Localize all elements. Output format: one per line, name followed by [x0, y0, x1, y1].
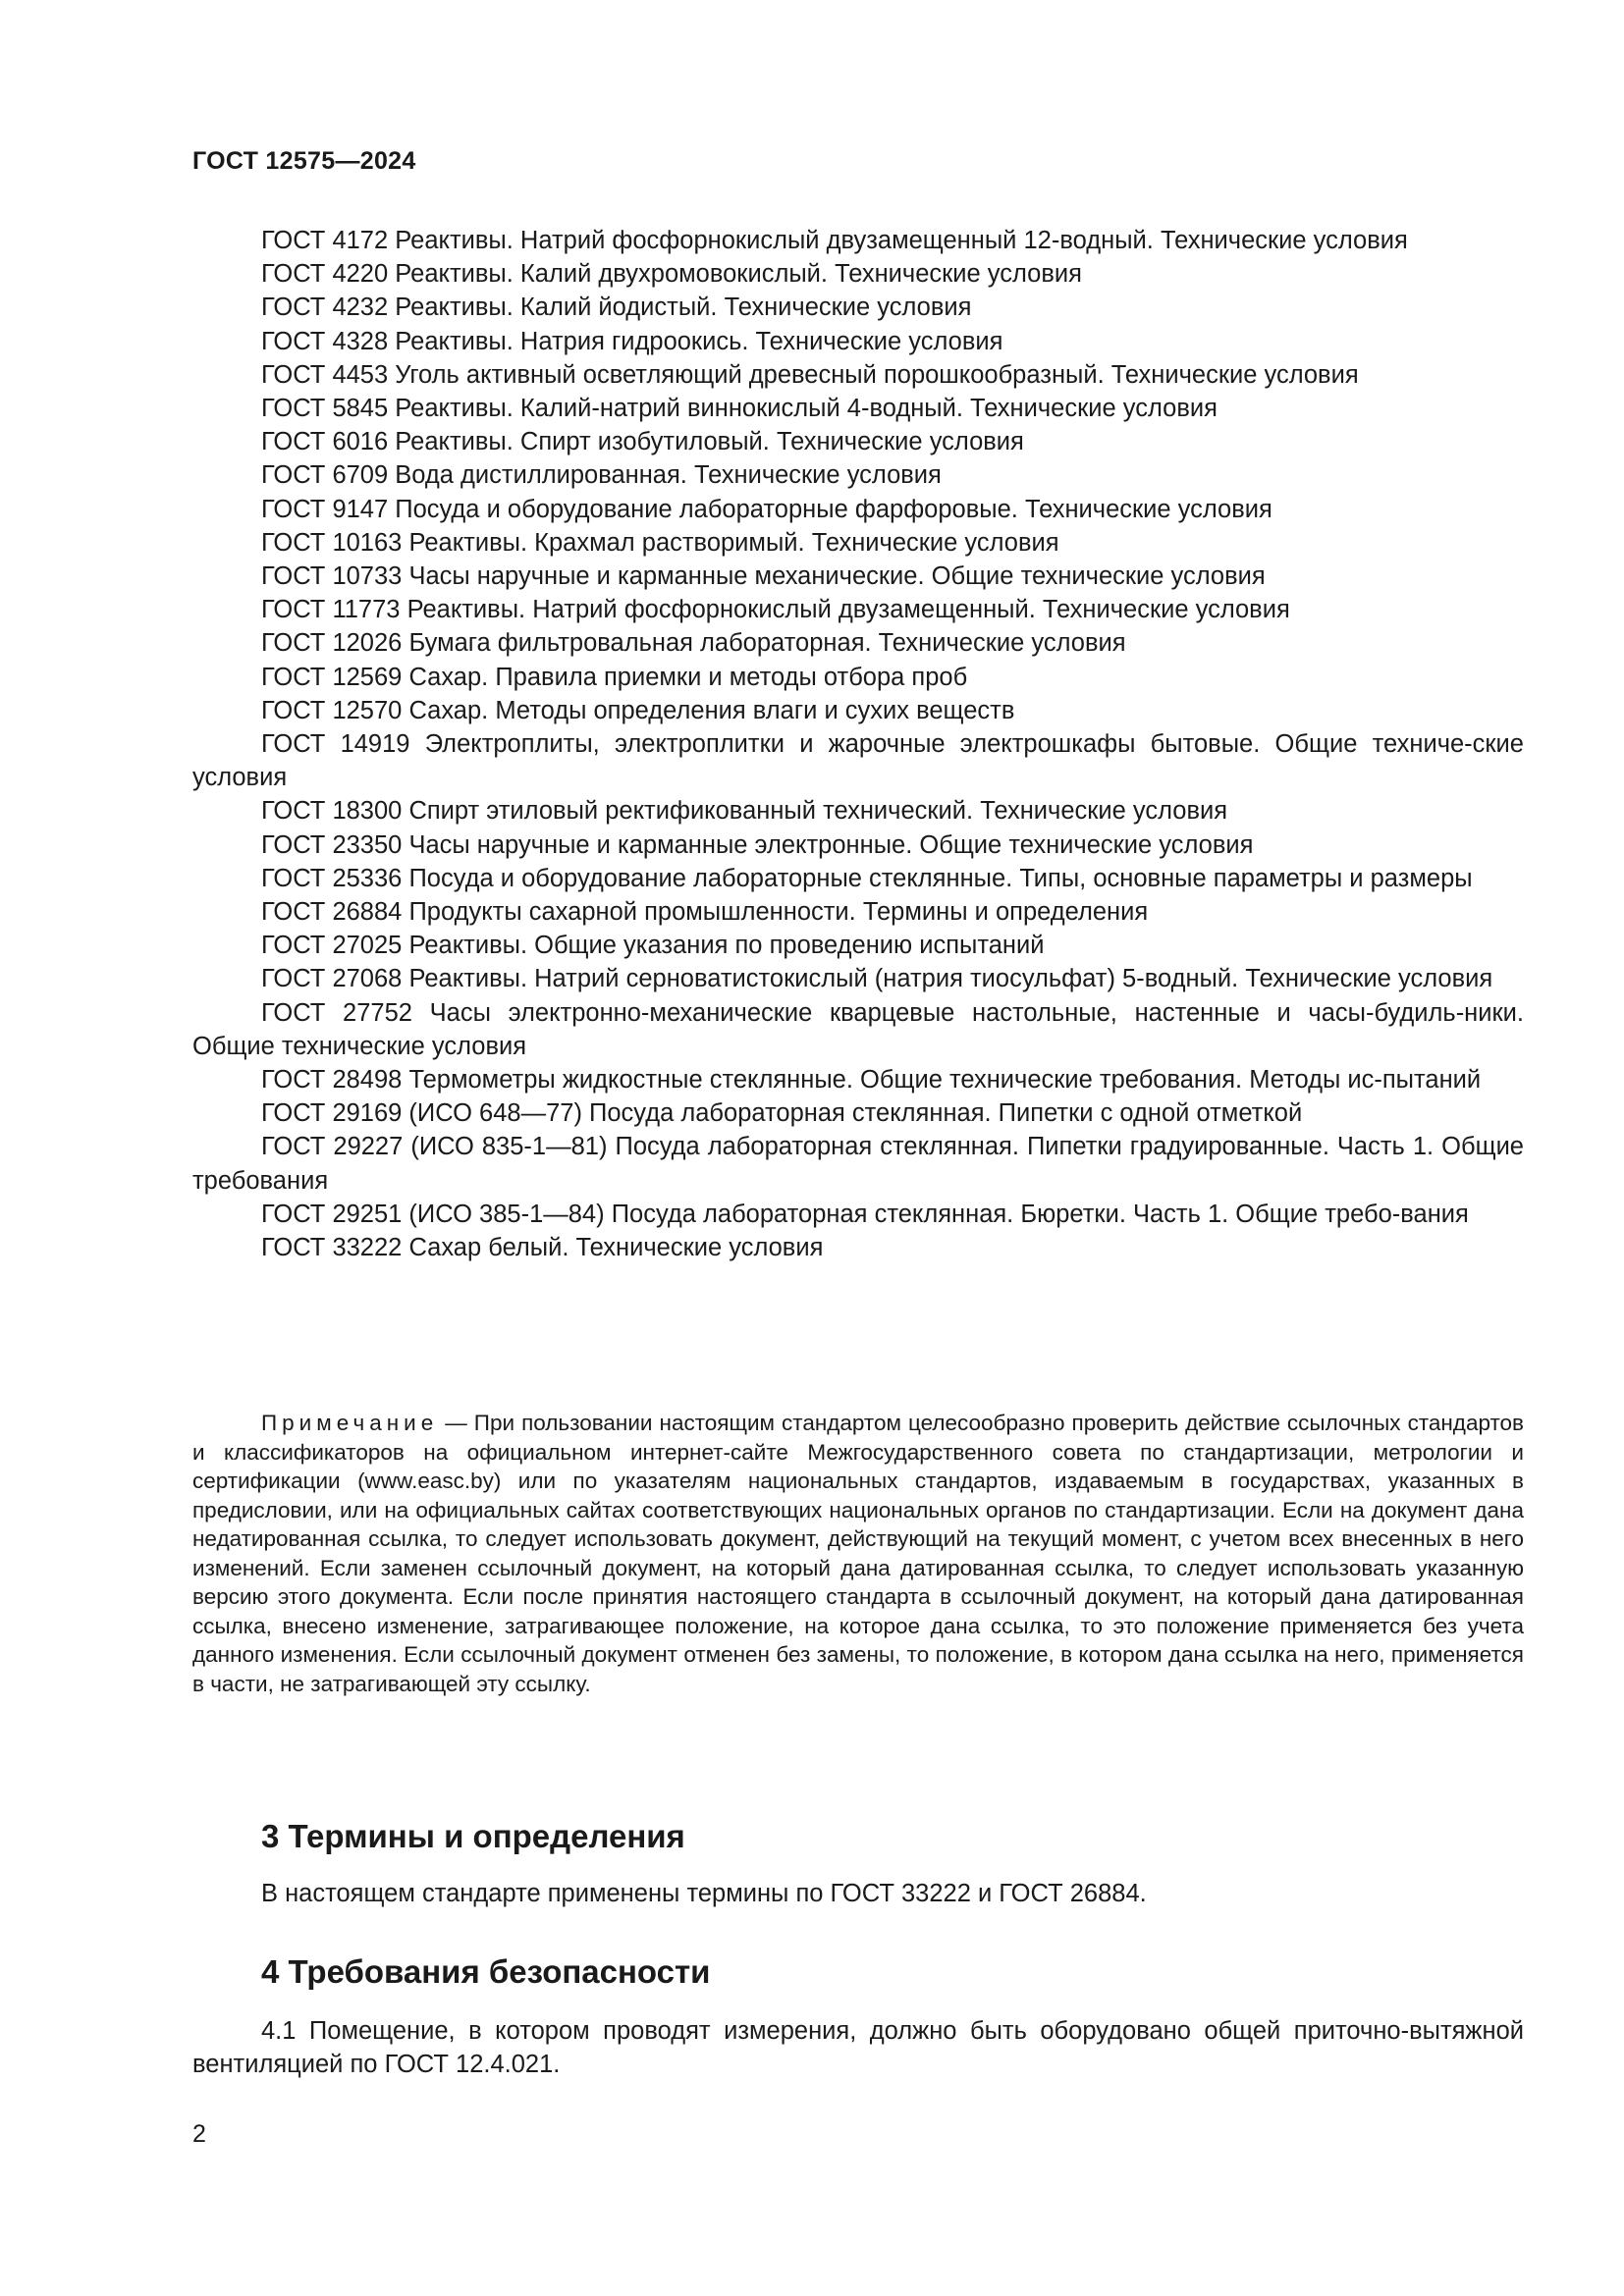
reference-code: ГОСТ 27025 — [261, 932, 403, 960]
reference-item — [192, 727, 1524, 794]
reference-title: Посуда лабораторная стеклянная. Пипетки с одной отметкой — [589, 1099, 1303, 1128]
section-4-heading: 4 Требования безопасности — [261, 1953, 711, 1990]
reference-item — [192, 929, 1524, 962]
reference-title: Часы наручные и карманные электронные. Общие технические условия — [408, 830, 1254, 859]
reference-title: Сахар белый. Технические условия — [408, 1234, 824, 1262]
reference-code: ГОСТ 12569 — [261, 663, 403, 691]
note-dash: — — [438, 1411, 474, 1435]
reference-title: Сахар. Правила приемки и методы отбора проб — [408, 663, 968, 691]
reference-title: Посуда лабораторная стеклянная. Пипетки градуированные. Часть 1. Общие требования — [192, 1133, 1524, 1195]
reference-code: ГОСТ 14919 — [261, 730, 410, 759]
reference-title: Реактивы. Натрий фосфорнокислый двузамещенный. Технические условия — [406, 596, 1290, 624]
reference-item — [192, 661, 1524, 694]
reference-title: Посуда лабораторная стеклянная. Бюретки. Часть 1. Общие требо-вания — [611, 1200, 1469, 1228]
reference-title: Реактивы. Натрия гидроокись. Технические условия — [395, 327, 1003, 355]
reference-code: ГОСТ 29251 (ИСО 385-1—84) — [261, 1200, 605, 1228]
reference-code: ГОСТ 5845 — [261, 395, 389, 423]
reference-code: ГОСТ 9147 — [261, 495, 389, 523]
reference-item — [192, 862, 1524, 895]
reference-title: Спирт этиловый ректификованный технический. Технические условия — [408, 797, 1228, 826]
reference-note — [192, 1409, 1524, 1698]
reference-item — [192, 626, 1524, 660]
reference-code: ГОСТ 27752 — [261, 998, 412, 1027]
reference-code: ГОСТ 26884 — [261, 898, 403, 927]
reference-item — [192, 358, 1524, 392]
reference-item — [192, 425, 1524, 458]
reference-item — [192, 1096, 1524, 1130]
reference-code: ГОСТ 6709 — [261, 461, 389, 490]
reference-item — [192, 1130, 1524, 1197]
reference-item — [192, 325, 1524, 358]
reference-code: ГОСТ 33222 — [261, 1234, 403, 1262]
reference-item — [192, 458, 1524, 492]
reference-item — [192, 996, 1524, 1063]
reference-code: ГОСТ 12026 — [261, 629, 403, 658]
reference-item — [192, 224, 1524, 257]
reference-item — [192, 392, 1524, 425]
reference-item — [192, 828, 1524, 862]
section-3-text: В настоящем стандарте применены термины по ГОСТ 33222 и ГОСТ 26884. — [261, 1880, 1147, 1907]
reference-code: ГОСТ 27068 — [261, 965, 403, 993]
reference-code: ГОСТ 25336 — [261, 864, 403, 892]
reference-code: ГОСТ 4172 — [261, 227, 389, 254]
reference-code: ГОСТ 4453 — [261, 360, 389, 389]
reference-code: ГОСТ 28498 — [261, 1066, 403, 1095]
note-label: Примечание — [261, 1411, 439, 1435]
reference-item — [192, 560, 1524, 593]
reference-title: Продукты сахарной промышленности. Термины и определения — [408, 898, 1149, 927]
reference-title: Реактивы. Натрий серноватистокислый (натрия тиосульфат) 5-водный. Технические условия — [408, 965, 1493, 993]
reference-item — [192, 291, 1524, 324]
reference-code: ГОСТ 23350 — [261, 830, 403, 859]
reference-code: ГОСТ 29227 (ИСО 835-1—81) — [261, 1133, 608, 1161]
reference-code: ГОСТ 12570 — [261, 696, 403, 724]
reference-title: Реактивы. Общие указания по проведению испытаний — [408, 932, 1045, 960]
reference-code: ГОСТ 4220 — [261, 260, 389, 289]
reference-title: Реактивы. Калий-натрий виннокислый 4-водный. Технические условия — [395, 395, 1218, 423]
reference-item — [192, 895, 1524, 929]
section-3-heading: 3 Термины и определения — [261, 1818, 685, 1854]
reference-title: Уголь активный осветляющий древесный порошкообразный. Технические условия — [395, 360, 1359, 389]
reference-item — [192, 257, 1524, 291]
reference-title: Реактивы. Калий йодистый. Технические условия — [395, 294, 972, 322]
reference-code: ГОСТ 10163 — [261, 528, 403, 557]
section-4-text: 4.1 Помещение, в котором проводят измерения, должно быть оборудовано общей приточно-вытяжной вентиляцией по ГОСТ 12.4.021. — [192, 2017, 1524, 2079]
reference-code: ГОСТ 29169 (ИСО 648—77) — [261, 1099, 582, 1128]
reference-title: Реактивы. Калий двухромовокислый. Технические условия — [395, 260, 1082, 289]
normative-references-list — [192, 224, 1524, 1264]
page-header-title: ГОСТ 12575—2024 — [192, 147, 416, 175]
reference-title: Электроплиты, электроплитки и жарочные электрошкафы бытовые. Общие техниче-ские условия — [192, 730, 1524, 792]
reference-title: Реактивы. Натрий фосфорнокислый двузамещенный 12-водный. Технические условия — [395, 227, 1408, 254]
reference-code: ГОСТ 4328 — [261, 327, 389, 355]
reference-code: ГОСТ 11773 — [261, 596, 401, 624]
note-text: При пользовании настоящим стандартом целесообразно проверить действие ссылочных стандартов и классификаторов на официальном интернет-сайте Межгосударственного совета по стандартизации, метрологии и сертификации (www.easc.by) или по указателям национальных стандартов, издаваемым в государствах, указанных в предисловии, или на официальных сайтах соответствующих национальных органов по стандартизации. Если на документ дана недатированная ссылка, то следует использовать документ, действующий на текущий момент, с учетом всех внесенных в него изменений. Если заменен ссылочный документ, на который дана датированная ссылка, то следует использовать указанную версию этого документа. Если после принятия настоящего стандарта в ссылочный документ, на который дана датированная ссылка, внесено изменение, затрагивающее положение, на которое дана ссылка, то это положение применяется без учета данного изменения. Если ссылочный документ отменен без замены, то положение, в котором дана ссылка на него, применяется в части, не затрагивающей эту ссылку. — [192, 1411, 1524, 1696]
reference-title: Посуда и оборудование лабораторные фарфоровые. Технические условия — [395, 495, 1272, 523]
reference-code: ГОСТ 10733 — [261, 562, 403, 591]
reference-title: Вода дистиллированная. Технические условия — [395, 461, 942, 490]
reference-title: Реактивы. Спирт изобутиловый. Технические условия — [395, 428, 1024, 456]
reference-title: Часы электронно-механические кварцевые настольные, настенные и часы-будиль-ники. Общие технические условия — [192, 998, 1524, 1060]
reference-item — [192, 962, 1524, 995]
reference-item — [192, 1231, 1524, 1264]
reference-title: Реактивы. Крахмал растворимый. Технические условия — [408, 528, 1059, 557]
reference-title: Часы наручные и карманные механические. Общие технические условия — [408, 562, 1266, 591]
reference-item — [192, 593, 1524, 626]
reference-item — [192, 526, 1524, 560]
reference-title: Бумага фильтровальная лабораторная. Технические условия — [408, 629, 1126, 658]
reference-title: Сахар. Методы определения влаги и сухих веществ — [408, 696, 1015, 724]
reference-code: ГОСТ 6016 — [261, 428, 389, 456]
reference-item — [192, 1063, 1524, 1096]
reference-code: ГОСТ 18300 — [261, 797, 403, 826]
reference-item — [192, 493, 1524, 526]
reference-title: Посуда и оборудование лабораторные стеклянные. Типы, основные параметры и размеры — [408, 864, 1473, 892]
reference-item — [192, 1198, 1524, 1231]
page-number: 2 — [192, 2120, 206, 2148]
reference-item — [192, 794, 1524, 828]
reference-title: Термометры жидкостные стеклянные. Общие технические требования. Методы ис-пытаний — [408, 1066, 1482, 1095]
reference-item — [192, 694, 1524, 727]
reference-code: ГОСТ 4232 — [261, 294, 389, 322]
